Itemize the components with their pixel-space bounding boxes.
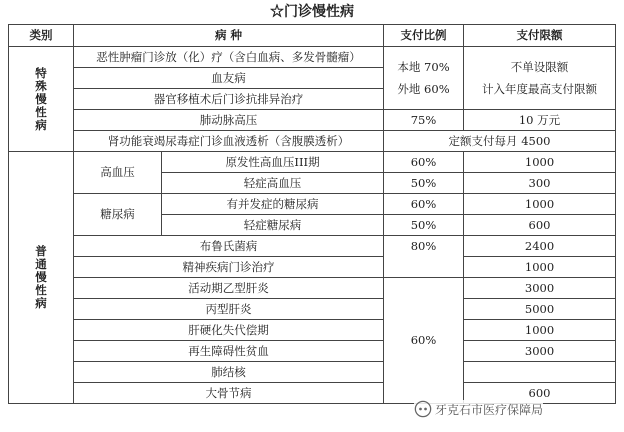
limit-cell — [464, 362, 616, 383]
limit-cell: 10 万元 — [464, 110, 616, 131]
ratio-cell: 60% — [384, 152, 464, 173]
category-char: 慢 — [35, 270, 47, 284]
disease-cell: 轻症高血压 — [162, 173, 384, 194]
category-special — [9, 47, 74, 152]
limit-cell: 1000 — [464, 257, 616, 278]
limit-cell: 1000 — [464, 152, 616, 173]
disease-cell: 恶性肿瘤门诊放（化）疗（含白血病、多发骨髓瘤） — [74, 47, 384, 68]
watermark-text: 牙克石市医疗保障局 — [435, 402, 544, 417]
disease-cell: 布鲁氏菌病 — [74, 236, 384, 257]
wechat-official-account-icon — [414, 400, 432, 418]
category-char: 慢 — [35, 91, 47, 106]
limit-cell: 600 — [464, 215, 616, 236]
chronic-disease-table — [8, 24, 616, 404]
table-row — [9, 131, 616, 152]
ratio-cell-special — [384, 47, 464, 110]
limit-cell: 3000 — [464, 278, 616, 299]
limit-cell: 1000 — [464, 320, 616, 341]
table-row — [9, 362, 616, 383]
table-row — [9, 152, 616, 173]
disease-cell: 肾功能衰竭尿毒症门诊血液透析（含腹膜透析） — [74, 131, 384, 152]
table-row — [9, 110, 616, 131]
category-char: 病 — [35, 117, 47, 132]
category-char: 通 — [35, 257, 47, 271]
table-header-row — [9, 25, 616, 47]
ratio-cell: 60% — [384, 194, 464, 215]
limit-cell-special — [464, 47, 616, 110]
header-ratio: 支付比例 — [384, 25, 464, 47]
table-row — [9, 236, 616, 257]
ratio-cell: 75% — [384, 110, 464, 131]
disease-cell: 精神疾病门诊治疗 — [74, 257, 384, 278]
ratio-remote: 外地 60% — [397, 82, 450, 96]
limit-annual: 计入年度最高支付限额 — [482, 82, 598, 96]
header-category: 类别 — [9, 25, 74, 47]
disease-cell: 肺动脉高压 — [74, 110, 384, 131]
category-char: 性 — [35, 104, 47, 119]
category-char: 殊 — [35, 78, 47, 93]
limit-cell: 3000 — [464, 341, 616, 362]
category-general — [9, 152, 74, 404]
limit-cell: 5000 — [464, 299, 616, 320]
limit-cell: 300 — [464, 173, 616, 194]
disease-cell: 丙型肝炎 — [74, 299, 384, 320]
disease-cell: 活动期乙型肝炎 — [74, 278, 384, 299]
ratio-local: 本地 70% — [397, 60, 450, 74]
category-char: 特 — [35, 65, 47, 80]
table-row — [9, 47, 616, 68]
disease-cell: 肝硬化失代偿期 — [74, 320, 384, 341]
table-row — [9, 194, 616, 215]
page-title: ☆门诊慢性病 — [270, 4, 354, 20]
disease-cell: 再生障碍性贫血 — [74, 341, 384, 362]
disease-cell: 肺结核 — [74, 362, 384, 383]
ratio-cell: 50% — [384, 173, 464, 194]
quota-cell: 定额支付每月 4500 — [384, 131, 616, 152]
header-limit: 支付限额 — [464, 25, 616, 47]
category-char: 性 — [35, 283, 47, 297]
disease-cell: 器官移植术后门诊抗排异治疗 — [74, 89, 384, 110]
table-row — [9, 278, 616, 299]
disease-cell: 大骨节病 — [74, 383, 384, 404]
table-row — [9, 320, 616, 341]
limit-cell: 600 — [464, 383, 616, 404]
table-row — [9, 257, 616, 278]
subgroup-diabetes: 糖尿病 — [74, 194, 162, 236]
category-char: 普 — [35, 244, 47, 258]
subgroup-hypertension: 高血压 — [74, 152, 162, 194]
limit-cell: 1000 — [464, 194, 616, 215]
category-char: 病 — [35, 296, 47, 310]
limit-cell: 2400 — [464, 236, 616, 257]
limit-none: 不单设限额 — [510, 60, 569, 74]
table-row — [9, 299, 616, 320]
ratio-cell: 50% — [384, 215, 464, 236]
disease-cell: 血友病 — [74, 68, 384, 89]
watermark — [414, 400, 543, 418]
disease-cell: 轻症糖尿病 — [162, 215, 384, 236]
ratio-cell: 80% — [384, 236, 464, 278]
header-disease: 病 种 — [74, 25, 384, 47]
table-row — [9, 341, 616, 362]
ratio-cell-group: 60% — [384, 278, 464, 404]
disease-cell: 有并发症的糖尿病 — [162, 194, 384, 215]
disease-cell: 原发性高血压III期 — [162, 152, 384, 173]
